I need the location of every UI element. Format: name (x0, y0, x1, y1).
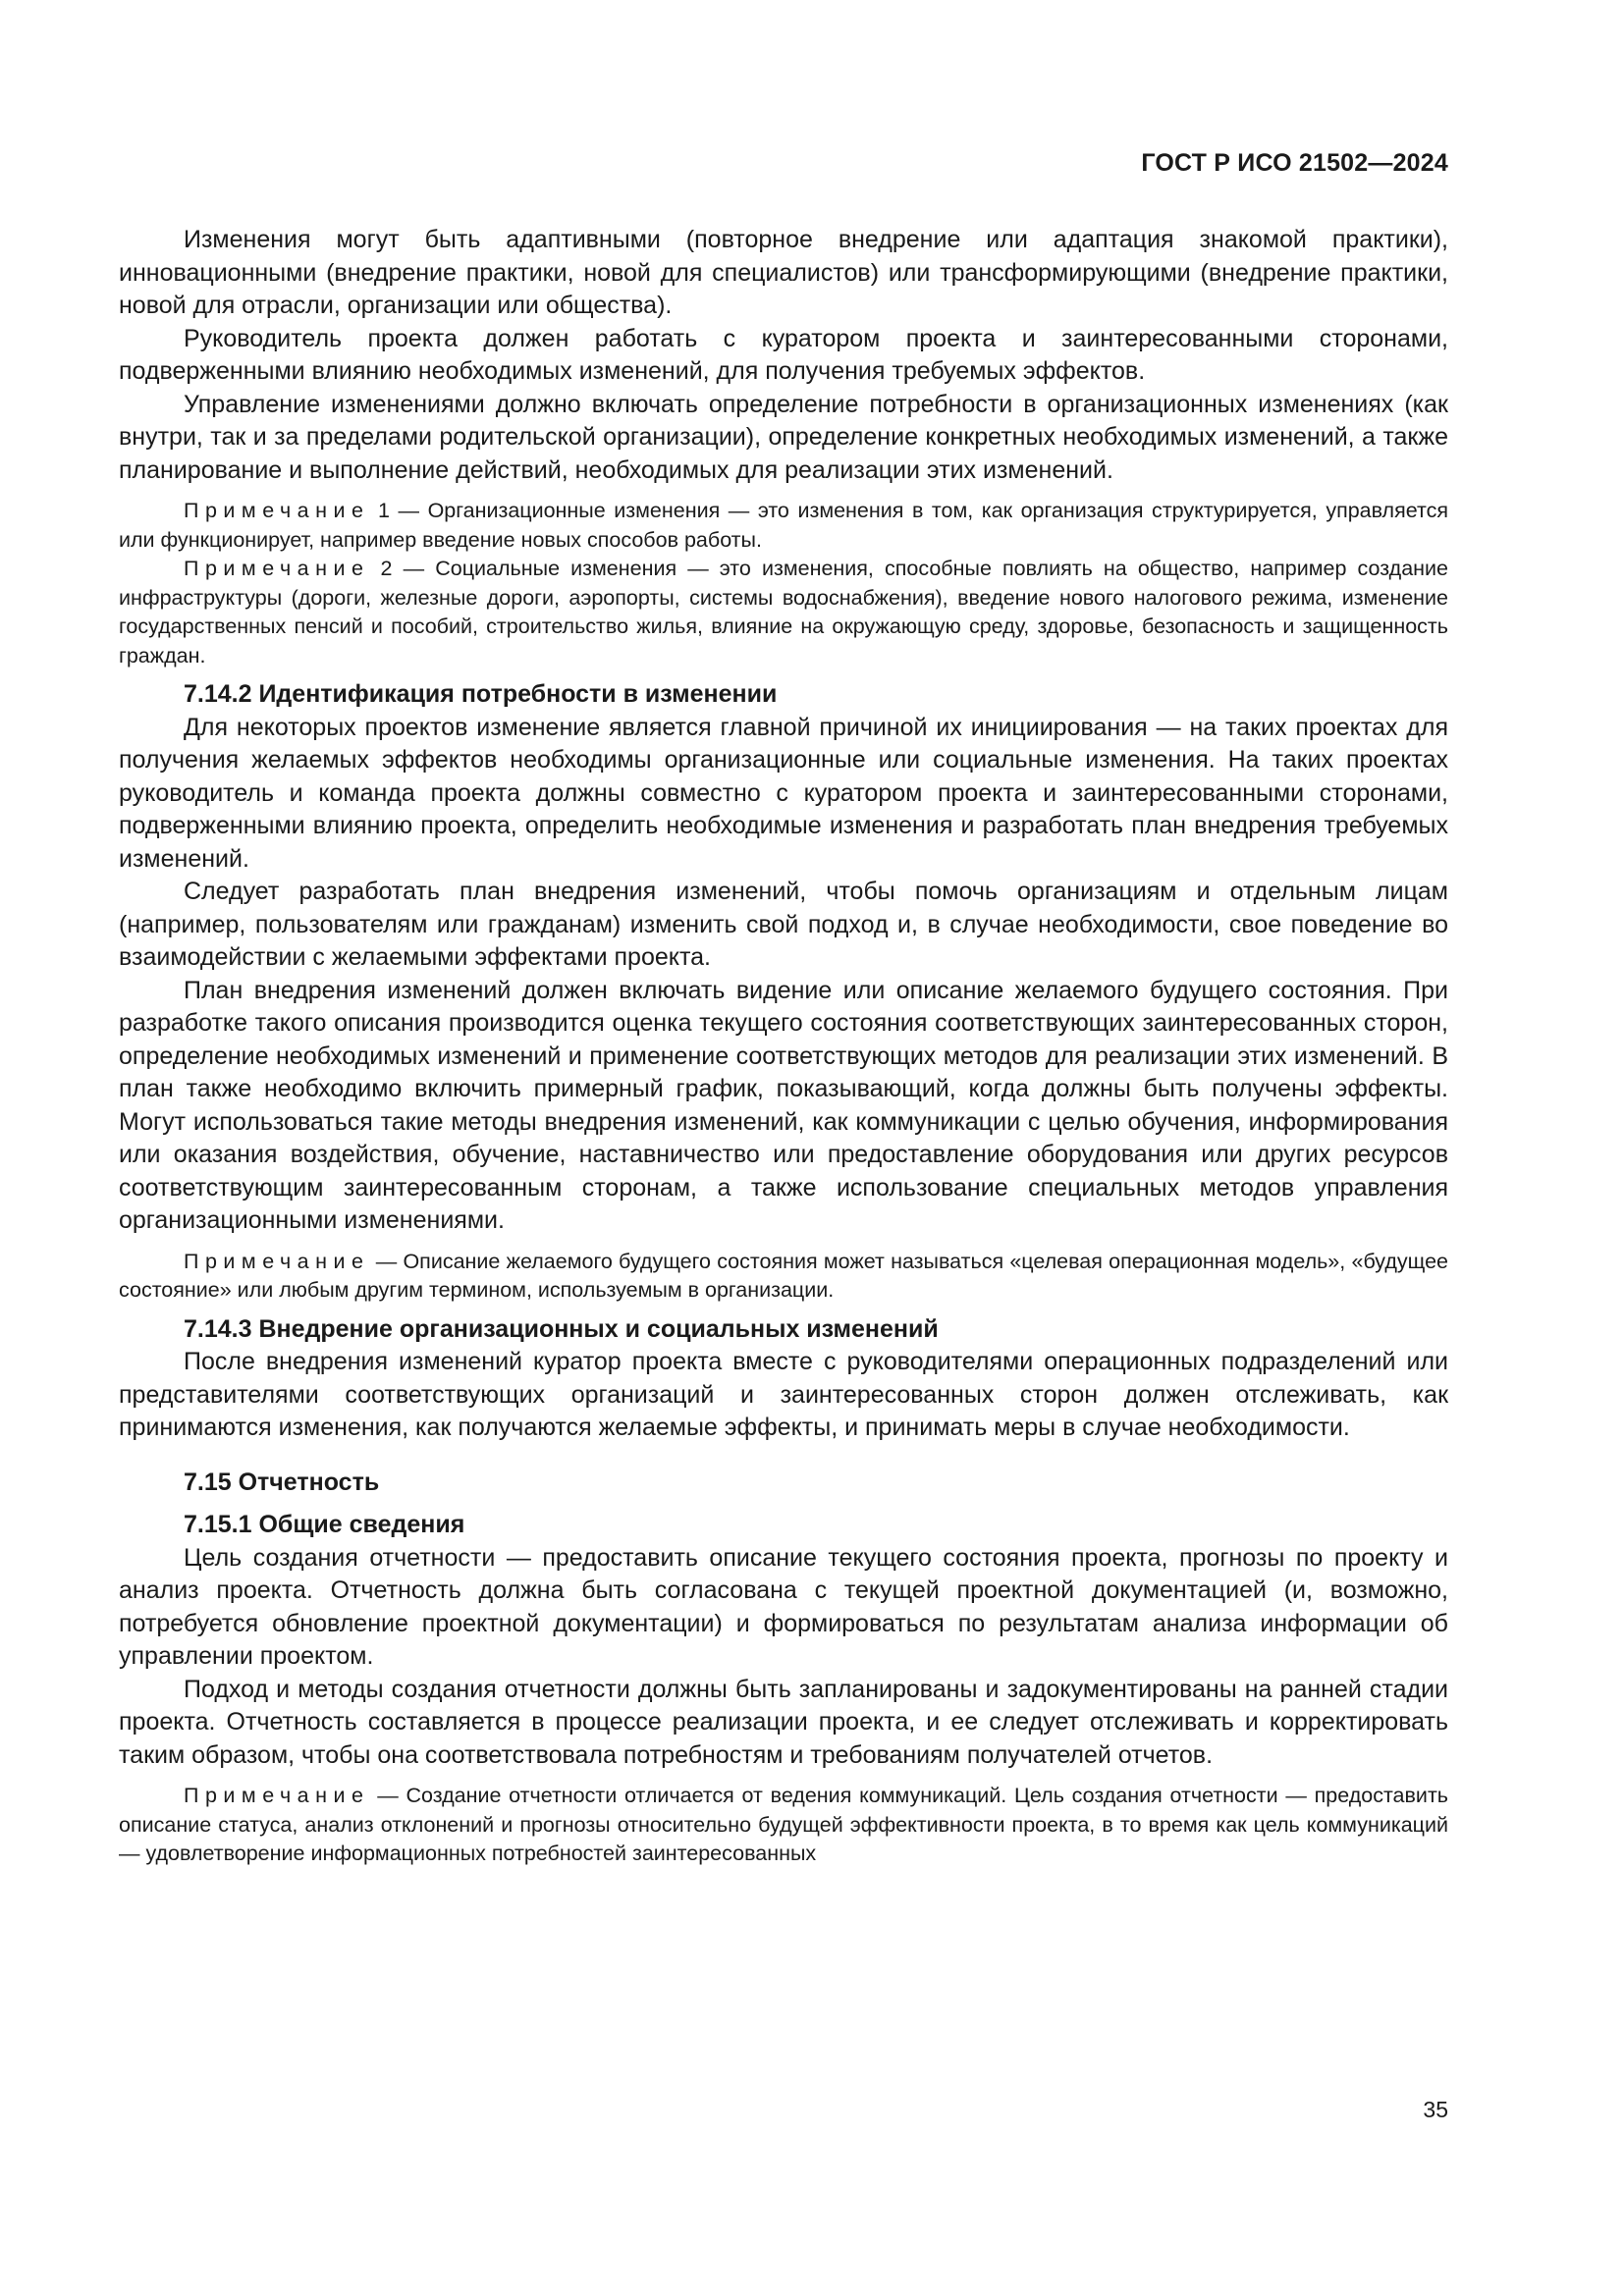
section-heading-7-15: 7.15 Отчетность (184, 1468, 380, 1496)
note-label: Примечание (184, 499, 370, 522)
note-label: Примечание (184, 1249, 370, 1273)
note-text: 1 — Организационные изменения — это изменения в том, как организация структурируется, управляется или функционирует, например введение новых способов работы. (119, 499, 1448, 552)
paragraph: Следует разработать план внедрения изменений, чтобы помочь организациям и отдельным лицам (например, пользователям или гражданам) изменить свой подход и, в случае необходимости, свое поведение во взаимодействии с желаемыми эффектами проекта. (119, 878, 1448, 971)
note-label: Примечание (184, 557, 370, 580)
paragraph: План внедрения изменений должен включать видение или описание желаемого будущего состояния. При разработке такого описания производится оценка текущего состояния соответствующих заинтересованных сторон, определение необходимых изменений и применение соответствующих методов для реализации этих изменений. В план также необходимо включить примерный график, показывающий, когда должны быть получены эффекты. Могут использоваться такие методы внедрения изменений, как коммуникации с целью обучения, информирования или оказания воздействия, обучение, наставничество или предоставление оборудования или других ресурсов соответствующим заинтересованным сторонам, а также использование специальных методов управления организационными изменениями. (119, 976, 1448, 1234)
note-text: — Описание желаемого будущего состояния может называться «целевая операционная модель», «будущее состояние» или любым другим термином, используемым в организации. (119, 1249, 1448, 1302)
section-heading-7-14-3: 7.14.3 Внедрение организационных и социальных изменений (184, 1314, 939, 1343)
paragraph: Цель создания отчетности — предоставить описание текущего состояния проекта, прогнозы по проекту и анализ проекта. Отчетность должна быть согласована с текущей проектной документацией (и, возможно, потребуется обновление проектной документации) и формироваться по результатам анализа информации об управлении проектом. (119, 1543, 1448, 1670)
paragraph: Для некоторых проектов изменение является главной причиной их инициирования — на таких проектах для получения желаемых эффектов необходимы организационные или социальные изменения. На таких проектах руководитель и команда проекта должны совместно с куратором проекта и заинтересованными сторонами, подверженными влиянию проекта, определить необходимые изменения и разработать план внедрения требуемых изменений. (119, 713, 1448, 873)
note-text: 2 — Социальные изменения — это изменения, способные повлиять на общество, например создание инфраструктуры (дороги, железные дороги, аэропорты, системы водоснабжения), введение нового налогового режима, изменение государственных пенсий и пособий, строительство жилья, влияние на окружающую среду, здоровье, безопасность и защищенность граждан. (119, 557, 1448, 667)
note (119, 1782, 1448, 1869)
paragraph: После внедрения изменений куратор проекта вместе с руководителями операционных подразделений или представителями соответствующих организаций и заинтересованных сторон должен отслеживать, как принимаются изменения, как получаются желаемые эффекты, и принимать меры в случае необходимости. (119, 1348, 1448, 1441)
page-number: 35 (1423, 2097, 1448, 2122)
section-heading-7-15-1: 7.15.1 Общие сведения (184, 1511, 465, 1538)
paragraph: Руководитель проекта должен работать с куратором проекта и заинтересованными сторонами, подверженными влиянию необходимых изменений, для получения требуемых эффектов. (119, 324, 1448, 385)
page-body (119, 224, 1448, 1869)
note (119, 555, 1448, 670)
note (119, 1248, 1448, 1306)
section-heading-7-14-2: 7.14.2 Идентификация потребности в изменении (184, 680, 778, 708)
paragraph: Управление изменениями должно включать определение потребности в организационных изменениях (как внутри, так и за пределами родительской организации), определение конкретных необходимых изменений, а также планирование и выполнение действий, необходимых для реализации этих изменений. (119, 390, 1448, 484)
note-label: Примечание (184, 1784, 370, 1807)
note (119, 497, 1448, 555)
paragraph: Подход и методы создания отчетности должны быть запланированы и задокументированы на ранней стадии проекта. Отчетность составляется в процессе реализации проекта, и ее следует отслеживать и корректировать таким образом, чтобы она соответствовала потребностям и требованиям получателей отчетов. (119, 1675, 1448, 1769)
paragraph: Изменения могут быть адаптивными (повторное внедрение или адаптация знакомой практики), инновационными (внедрение практики, новой для специалистов) или трансформирующими (внедрение практики, новой для отрасли, организации или общества). (119, 226, 1448, 319)
note-text: — Создание отчетности отличается от ведения коммуникаций. Цель создания отчетности — предоставить описание статуса, анализ отклонений и прогнозы относительно будущей эффективности проекта, в то время как цель коммуникаций — удовлетворение информационных потребностей заинтересованных (119, 1784, 1448, 1865)
document-header: ГОСТ Р ИСО 21502—2024 (1141, 149, 1448, 177)
